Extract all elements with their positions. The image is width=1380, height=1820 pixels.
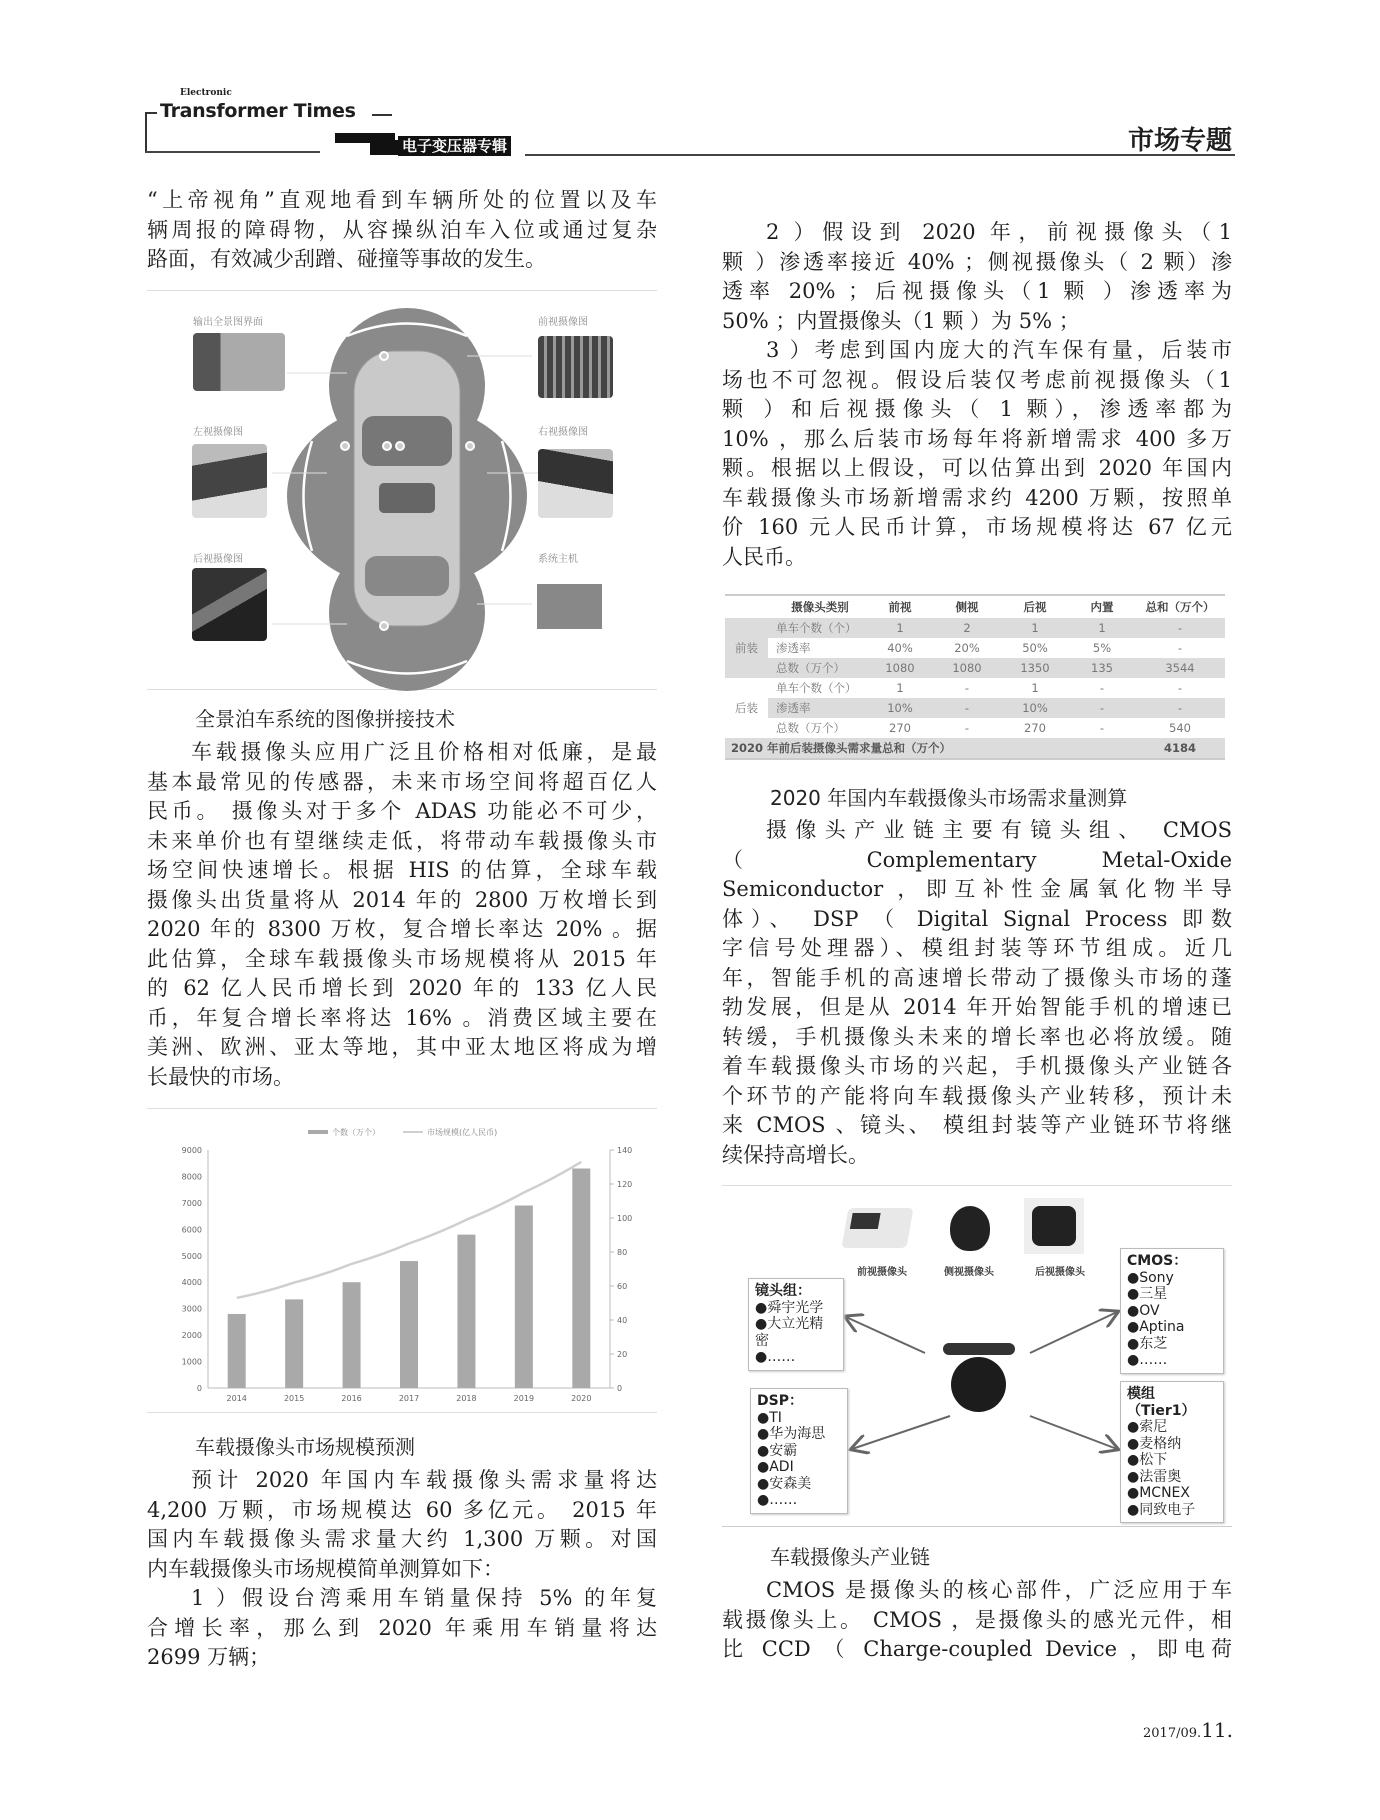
figure-caption-chart: 车载摄像头市场规模预测 bbox=[195, 1435, 415, 1459]
table-cell: 总数（万个） bbox=[776, 721, 845, 735]
text-line: 合增长率，那么到 2020 年乘用车销量将达 bbox=[147, 1615, 657, 1640]
label-right: 右视摄像图 bbox=[538, 427, 588, 438]
label-host: 系统主机 bbox=[538, 554, 578, 565]
list-item: ●TI bbox=[757, 1409, 782, 1426]
text-line: 载摄像头上。 CMOS ，是摄像头的感光元件，相 bbox=[722, 1607, 1232, 1632]
table-cell: 1 bbox=[1098, 621, 1106, 635]
text-line: 人民币。 bbox=[722, 544, 806, 569]
camera-center-icon bbox=[938, 1343, 1020, 1413]
tag-step2 bbox=[370, 140, 400, 155]
label-panorama: 输出全景图界面 bbox=[193, 317, 263, 328]
rear-camera-label: 后视摄像头 bbox=[1035, 1267, 1085, 1278]
table-row bbox=[768, 638, 1225, 658]
text-line: 2 ）假设到 2020 年，前视摄像头（1 bbox=[766, 220, 1232, 244]
label-left: 左视摄像图 bbox=[193, 427, 243, 438]
table-header: 总和（万个） bbox=[1145, 600, 1215, 614]
table-cell: - bbox=[964, 681, 970, 695]
table-cell: 1 bbox=[896, 681, 904, 695]
text-line: 长最快的市场。 bbox=[147, 1064, 294, 1089]
text-line: 币，年复合增长率将达 16% 。消费区域主要在 bbox=[147, 1005, 657, 1030]
x-tick-label: 2016 bbox=[341, 1394, 362, 1403]
total-label: 2020 年前后装摄像头需求量总和（万个） bbox=[731, 741, 952, 755]
text-line: 比 CCD （ Charge-coupled Device ，即电荷 bbox=[722, 1637, 1232, 1661]
table-row bbox=[768, 718, 1225, 738]
text-line: 2020 年的 8300 万枚，复合增长率达 20% 。据 bbox=[147, 917, 657, 941]
demand-table bbox=[725, 594, 1225, 760]
table-header: 摄像头类别 bbox=[791, 600, 849, 614]
bar bbox=[457, 1235, 475, 1388]
side-camera-label: 侧视摄像头 bbox=[944, 1267, 994, 1278]
table-cell: 40% bbox=[887, 641, 913, 655]
table-header: 后视 bbox=[1023, 600, 1047, 614]
table-cell: - bbox=[1177, 701, 1183, 715]
y2-tick-label: 80 bbox=[617, 1248, 628, 1257]
table-total-row bbox=[725, 738, 1225, 758]
dsp-title: DSP： bbox=[757, 1393, 803, 1409]
table-cell: 1080 bbox=[952, 661, 982, 675]
cmos-box bbox=[1120, 1248, 1224, 1374]
logo-dash bbox=[372, 114, 392, 116]
text-line: 着车载摄像头市场的兴起，手机摄像头产业链各 bbox=[722, 1054, 1232, 1078]
table-cell: 单车个数（个） bbox=[776, 681, 857, 695]
table-row bbox=[768, 618, 1225, 638]
lens-box bbox=[748, 1278, 844, 1371]
front-camera-image bbox=[538, 336, 613, 398]
label-rear: 后视摄像图 bbox=[193, 554, 243, 565]
list-item: ●舜宇光学 bbox=[755, 1299, 824, 1316]
legend-bar-label: 个数（万个） bbox=[332, 1128, 380, 1137]
table-cell: - bbox=[1099, 721, 1105, 735]
text-line: 勃发展，但是从 2014 年开始智能手机的增速已 bbox=[722, 995, 1232, 1019]
right-paragraph-4 bbox=[722, 1576, 1232, 1665]
table-cell: - bbox=[1099, 681, 1105, 695]
text-line: 个环节的产能将向车载摄像头产业转移，预计未 bbox=[722, 1083, 1232, 1108]
table-cell: 渗透率 bbox=[776, 641, 811, 655]
text-line: 透率 20% ；后视摄像头（1 颗 ）渗透率为 bbox=[722, 279, 1232, 303]
table-cell: 1 bbox=[896, 621, 904, 635]
table-cell: 540 bbox=[1169, 721, 1191, 735]
table-cell: 1080 bbox=[885, 661, 915, 675]
text-line: 内车载摄像头市场规模简单测算如下： bbox=[147, 1556, 504, 1581]
industry-chain-diagram bbox=[722, 1185, 1232, 1527]
module-list bbox=[1127, 1419, 1217, 1518]
y-tick-label: 2000 bbox=[181, 1331, 202, 1341]
text-line: 续保持高增长。 bbox=[722, 1142, 869, 1167]
table-header: 侧视 bbox=[955, 600, 979, 614]
list-item: ●华为海思 bbox=[757, 1426, 826, 1442]
list-item: ●麦格纳 bbox=[1127, 1435, 1182, 1452]
list-item: ●Sony bbox=[1127, 1269, 1174, 1286]
dsp-box bbox=[750, 1388, 848, 1514]
table-header: 内置 bbox=[1090, 600, 1114, 614]
text-line: 摄像头产业链主要有镜头组、 CMOS bbox=[766, 818, 1232, 842]
y-tick-label: 8000 bbox=[181, 1172, 202, 1182]
text-line: 的 62 亿人民币增长到 2020 年的 133 亿人民 bbox=[147, 976, 657, 1000]
market-chart-svg bbox=[147, 1109, 657, 1414]
figure-caption-surround: 全景泊车系统的图像拼接技术 bbox=[195, 707, 455, 731]
table-cell: 1350 bbox=[1020, 661, 1050, 675]
lens-title: 镜头组： bbox=[755, 1283, 811, 1299]
text-line: 字信号处理器）、模组封装等环节组成。近几 bbox=[722, 936, 1232, 960]
table-cell: 渗透率 bbox=[776, 701, 811, 715]
left-paragraph-4 bbox=[147, 1584, 657, 1673]
text-line: 价 160 元人民币计算，市场规模将达 67 亿元 bbox=[722, 515, 1232, 539]
text-line: 2699 万辆； bbox=[147, 1645, 271, 1669]
y2-tick-label: 120 bbox=[617, 1180, 633, 1189]
text-line: 转缓，手机摄像头未来的增长率也必将放缓。随 bbox=[722, 1024, 1232, 1049]
table-header: 前视 bbox=[888, 600, 912, 614]
y-tick-label: 4000 bbox=[181, 1278, 202, 1288]
text-line: 1 ）假设台湾乘用车销量保持 5% 的年复 bbox=[191, 1586, 657, 1610]
group-label-front: 前装 bbox=[735, 641, 758, 655]
text-line: （ Complementary Metal-Oxide bbox=[722, 847, 1232, 872]
x-tick-label: 2020 bbox=[571, 1394, 592, 1403]
x-tick-label: 2018 bbox=[456, 1394, 477, 1403]
y-tick-label: 1000 bbox=[181, 1357, 202, 1367]
section-title: 市场专题 bbox=[1127, 126, 1232, 156]
text-line: 摄像头出货量将从 2014 年的 2800 万枚增长到 bbox=[147, 887, 657, 912]
text-line: 国内车载摄像头需求量大约 1,300 万颗。对国 bbox=[147, 1527, 657, 1551]
right-paragraph-3 bbox=[722, 816, 1232, 1170]
module-subtitle: （Tier1） bbox=[1127, 1402, 1196, 1419]
y-tick-label: 9000 bbox=[181, 1146, 202, 1155]
y2-tick-label: 100 bbox=[617, 1214, 633, 1223]
table-cell: 10% bbox=[887, 701, 913, 715]
magazine-tag: 电子变压器专辑 bbox=[398, 136, 511, 156]
diagram-caption: 车载摄像头产业链 bbox=[770, 1545, 930, 1569]
table-cell: 3544 bbox=[1165, 661, 1195, 675]
panorama-image bbox=[193, 333, 285, 391]
page-footer bbox=[1143, 1718, 1233, 1742]
legend-line-label: 市场规模(亿人民币) bbox=[427, 1128, 498, 1137]
left-camera-image bbox=[192, 444, 267, 518]
label-front: 前视摄像图 bbox=[538, 317, 588, 328]
header bbox=[0, 0, 1380, 160]
left-paragraph-3 bbox=[147, 1466, 657, 1584]
module-box bbox=[1120, 1381, 1224, 1523]
y2-tick-label: 140 bbox=[617, 1146, 633, 1155]
list-item: ●大立光精密 bbox=[755, 1316, 824, 1349]
rear-camera-image bbox=[192, 568, 267, 641]
text-line: 4,200 万颗，市场规模达 60 多亿元。 2015 年 bbox=[147, 1497, 657, 1522]
text-line: 美洲、欧洲、亚太等地，其中亚太地区将成为增 bbox=[147, 1035, 657, 1059]
dsp-list bbox=[757, 1410, 841, 1509]
table-cell: 20% bbox=[954, 641, 980, 655]
x-tick-label: 2015 bbox=[283, 1394, 305, 1403]
y-tick-label: 7000 bbox=[181, 1198, 202, 1208]
table-cell: 10% bbox=[1022, 701, 1048, 715]
text-line: 车载摄像头应用广泛且价格相对低廉，是最 bbox=[191, 740, 657, 764]
table-cell: 5% bbox=[1092, 641, 1112, 655]
y2-tick-label: 60 bbox=[617, 1282, 628, 1291]
logo-main-text: Transformer Times bbox=[160, 100, 356, 122]
text-line: 场也不可忽视。假设后装仅考虑前视摄像头（1 bbox=[722, 367, 1232, 392]
y2-tick-label: 0 bbox=[617, 1384, 623, 1393]
list-item: ●松下 bbox=[1127, 1452, 1168, 1468]
table-cell: 50% bbox=[1022, 641, 1048, 655]
y2-tick-label: 40 bbox=[617, 1316, 628, 1325]
text-line: 3 ）考虑到国内庞大的汽车保有量，后装市 bbox=[766, 338, 1232, 362]
table-row bbox=[768, 658, 1225, 678]
bar bbox=[285, 1299, 303, 1388]
table-cell: - bbox=[1177, 641, 1183, 655]
bar bbox=[228, 1314, 246, 1388]
cmos-title: CMOS： bbox=[1127, 1253, 1188, 1269]
x-tick-label: 2017 bbox=[398, 1394, 420, 1403]
list-item: ●东芝 bbox=[1127, 1335, 1168, 1352]
text-line: 车载摄像头市场新增需求约 4200 万颗，按照单 bbox=[722, 485, 1232, 510]
table-cell: 270 bbox=[889, 721, 911, 735]
cmos-list bbox=[1127, 1270, 1217, 1369]
legend-bar-swatch bbox=[308, 1130, 328, 1134]
text-line: 基本最常见的传感器，未来市场空间将超百亿人 bbox=[147, 769, 657, 794]
list-item: ●…… bbox=[1127, 1352, 1168, 1368]
table-cell: - bbox=[1099, 701, 1105, 715]
list-item: ●MCNEX bbox=[1127, 1485, 1190, 1501]
group-label-rear: 后装 bbox=[735, 701, 758, 715]
host-unit-image bbox=[537, 584, 602, 629]
list-item: ●ADI bbox=[757, 1459, 794, 1475]
text-line: 预计 2020 年国内车载摄像头需求量将达 bbox=[191, 1468, 657, 1492]
list-item: ●安霸 bbox=[757, 1442, 798, 1459]
table-row bbox=[768, 698, 1225, 718]
text-line: 体）、 DSP （ Digital Signal Process 即数 bbox=[722, 906, 1232, 931]
table-cell: 总数（万个） bbox=[776, 661, 845, 675]
module-title: 模组 bbox=[1127, 1386, 1155, 1402]
right-camera-image bbox=[538, 449, 613, 518]
text-line: Semiconductor ，即互补性金属氧化物半导 bbox=[722, 877, 1232, 901]
text-line: “上帝视角”直观地看到车辆所处的位置以及车 bbox=[147, 188, 657, 212]
right-paragraph-2 bbox=[722, 336, 1232, 572]
table-cell: 单车个数（个） bbox=[776, 621, 857, 635]
y-tick-label: 5000 bbox=[181, 1251, 202, 1261]
text-line: 未来单价也有望继续走低，将带动车载摄像头市 bbox=[147, 828, 657, 853]
page-number: 11. bbox=[1201, 1718, 1233, 1742]
logo-small-text: Electronic bbox=[180, 88, 232, 98]
table-cell: 1 bbox=[1031, 621, 1039, 635]
text-line: 颗 ）渗透率接近 40% ；侧视摄像头（ 2 颗）渗 bbox=[722, 249, 1232, 274]
text-line: 50% ；内置摄像头（1 颗 ）为 5% ； bbox=[722, 308, 1080, 333]
table-row bbox=[768, 678, 1225, 698]
surround-view-figure bbox=[147, 290, 657, 690]
text-line: 路面，有效减少刮蹭、碰撞等事故的发生。 bbox=[147, 247, 546, 271]
table-cell: - bbox=[1177, 621, 1183, 635]
text-line: 场空间快速增长。根据 HIS 的估算，全球车载 bbox=[147, 858, 657, 882]
list-item: ●安森美 bbox=[757, 1475, 812, 1492]
table-cell: 2 bbox=[963, 621, 971, 635]
x-tick-label: 2019 bbox=[513, 1394, 535, 1403]
total-value: 4184 bbox=[1163, 741, 1196, 755]
text-line: CMOS 是摄像头的核心部件，广泛应用于车 bbox=[766, 1578, 1232, 1602]
text-line: 颗。根据以上假设，可以估算出到 2020 年国内 bbox=[722, 456, 1232, 480]
table-cell: - bbox=[1177, 681, 1183, 695]
logo-rule bbox=[145, 112, 157, 114]
lens-list bbox=[755, 1300, 837, 1366]
text-line: 10% ，那么后装市场每年将新增需求 400 多万 bbox=[722, 426, 1232, 451]
text-line: 此估算，全球车载摄像头市场规模将从 2015 年 bbox=[147, 946, 657, 971]
header-rule-left bbox=[145, 151, 320, 153]
list-item: ●OV bbox=[1127, 1302, 1160, 1319]
issue-date: 2017/09. bbox=[1143, 1726, 1202, 1741]
table-cell: 1 bbox=[1031, 681, 1039, 695]
y-tick-label: 3000 bbox=[181, 1304, 202, 1314]
list-item: ●同致电子 bbox=[1127, 1501, 1196, 1518]
front-camera-label: 前视摄像头 bbox=[857, 1267, 907, 1278]
market-chart bbox=[147, 1108, 657, 1413]
list-item: ●索尼 bbox=[1127, 1419, 1168, 1435]
text-line: 辆周报的障碍物，从容操纵泊车入位或通过复杂 bbox=[147, 217, 657, 242]
x-tick-label: 2014 bbox=[226, 1394, 247, 1403]
bar bbox=[343, 1282, 361, 1388]
right-paragraph-1 bbox=[722, 218, 1232, 336]
table-cell: - bbox=[964, 721, 970, 735]
table-cell: 270 bbox=[1024, 721, 1046, 735]
y-tick-label: 6000 bbox=[181, 1225, 202, 1235]
list-item: ●Aptina bbox=[1127, 1319, 1185, 1335]
list-item: ●…… bbox=[755, 1349, 796, 1365]
y-tick-label: 0 bbox=[196, 1384, 202, 1393]
list-item: ●…… bbox=[757, 1492, 798, 1508]
table-caption: 2020 年国内车载摄像头市场需求量测算 bbox=[770, 786, 1128, 810]
list-item: ●法雷奥 bbox=[1127, 1468, 1182, 1485]
list-item: ●三星 bbox=[1127, 1286, 1168, 1302]
left-paragraph-1 bbox=[147, 186, 657, 275]
table-header-row bbox=[725, 597, 1225, 617]
text-line: 颗 ）和后视摄像头（ 1 颗），渗透率都为 bbox=[722, 397, 1232, 421]
text-line: 年，智能手机的高速增长带动了摄像头市场的蓬 bbox=[722, 965, 1232, 990]
table-cell: 135 bbox=[1091, 661, 1113, 675]
table-cell: - bbox=[964, 701, 970, 715]
y2-tick-label: 20 bbox=[617, 1350, 628, 1359]
logo-rule-vertical bbox=[145, 112, 147, 152]
text-line: 民币。 摄像头对于多个 ADAS 功能必不可少， bbox=[147, 799, 657, 823]
left-paragraph-2 bbox=[147, 738, 657, 1092]
text-line: 来 CMOS 、镜头、 模组封装等产业链环节将继 bbox=[722, 1113, 1232, 1137]
bar bbox=[400, 1261, 418, 1388]
bar bbox=[515, 1206, 533, 1388]
bar bbox=[572, 1169, 590, 1388]
